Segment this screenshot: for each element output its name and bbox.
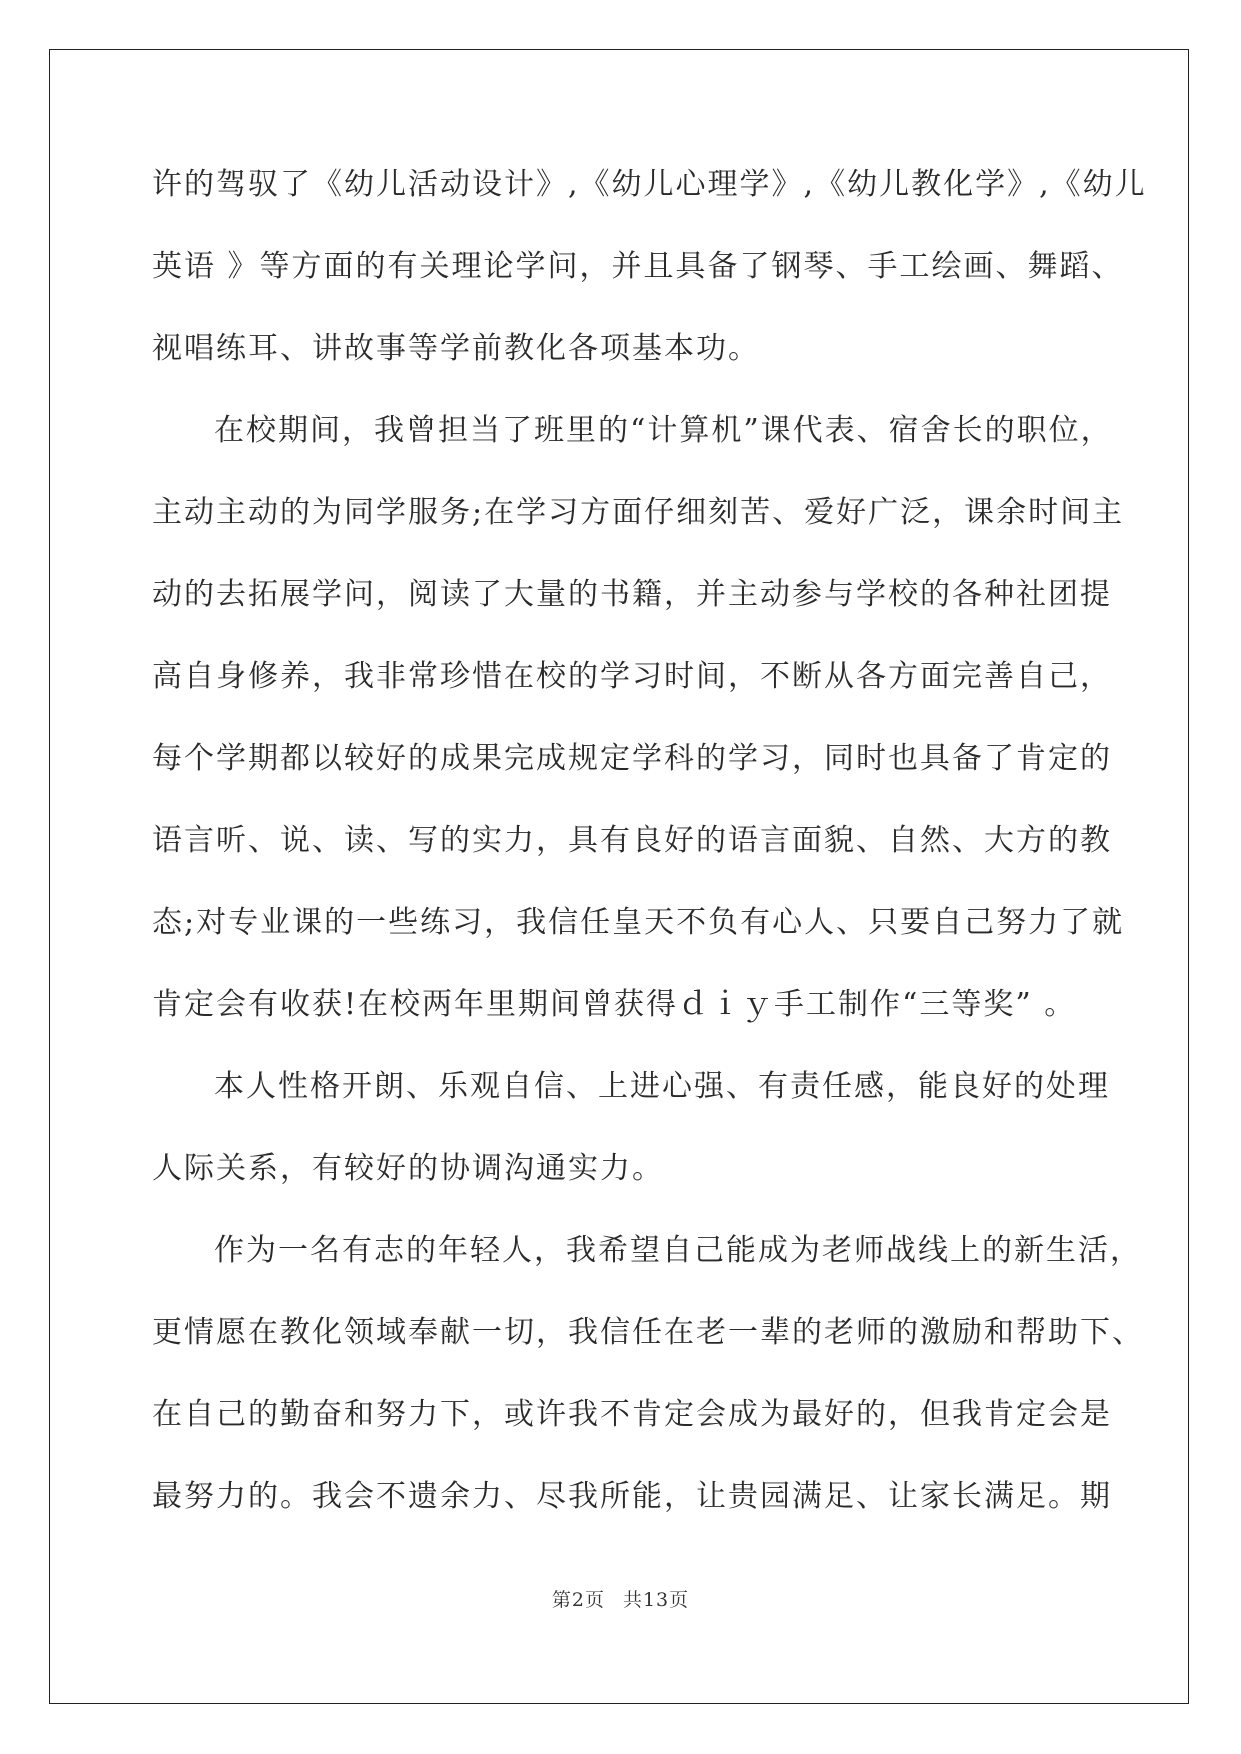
text-line: 本人性格开朗、乐观自信、上进心强、有责任感，能良好的处理 <box>214 1069 1110 1104</box>
text-line: 人际关系，有较好的协调沟通实力。 <box>152 1151 664 1186</box>
text-line: 最努力的。我会不遗余力、尽我所能，让贵园满足、让家长满足。期 <box>152 1479 1112 1514</box>
text-line: 每个学期都以较好的成果完成规定学科的学习，同时也具备了肯定的 <box>152 741 1112 776</box>
document-body <box>152 160 1147 1554</box>
text-line: 许的驾驭了《幼儿活动设计》,《幼儿心理学》,《幼儿教化学》,《幼儿 <box>152 167 1147 202</box>
text-line: 肯定会有收获!在校两年里期间曾获得ｄｉｙ手工制作“三等奖” 。 <box>152 987 1077 1022</box>
text-line: 高自身修养，我非常珍惜在校的学习时间，不断从各方面完善自己， <box>152 659 1112 694</box>
text-line: 英语 》等方面的有关理论学问，并且具备了钢琴、手工绘画、舞蹈、 <box>152 249 1124 284</box>
text-line: 主动主动的为同学服务;在学习方面仔细刻苦、爱好广泛，课余时间主 <box>152 495 1125 530</box>
page-footer <box>0 1585 1241 1612</box>
text-line: 在校期间，我曾担当了班里的“计算机”课代表、宿舍长的职位， <box>214 413 1113 448</box>
text-line: 态;对专业课的一些练习，我信任皇天不负有心人、只要自己努力了就 <box>152 905 1125 940</box>
text-line: 动的去拓展学问，阅读了大量的书籍，并主动参与学校的各种社团提 <box>152 577 1112 612</box>
text-line: 视唱练耳、讲故事等学前教化各项基本功。 <box>152 331 760 366</box>
paragraph-personality <box>152 1062 1110 1226</box>
paragraph-school-experience <box>152 406 1125 1062</box>
paragraph-education-continued <box>152 160 1147 406</box>
text-line: 语言听、说、读、写的实力，具有良好的语言面貌、自然、大方的教 <box>152 823 1112 858</box>
text-line: 在自己的勤奋和努力下，或许我不肯定会成为最好的，但我肯定会是 <box>152 1397 1112 1432</box>
text-line: 更情愿在教化领域奉献一切，我信任在老一辈的老师的激励和帮助下、 <box>152 1315 1144 1350</box>
page-number: 第2页 <box>551 1589 605 1611</box>
page-total: 共13页 <box>622 1589 690 1611</box>
paragraph-aspiration <box>152 1226 1144 1554</box>
text-line: 作为一名有志的年轻人，我希望自己能成为老师战线上的新生活， <box>214 1233 1142 1268</box>
